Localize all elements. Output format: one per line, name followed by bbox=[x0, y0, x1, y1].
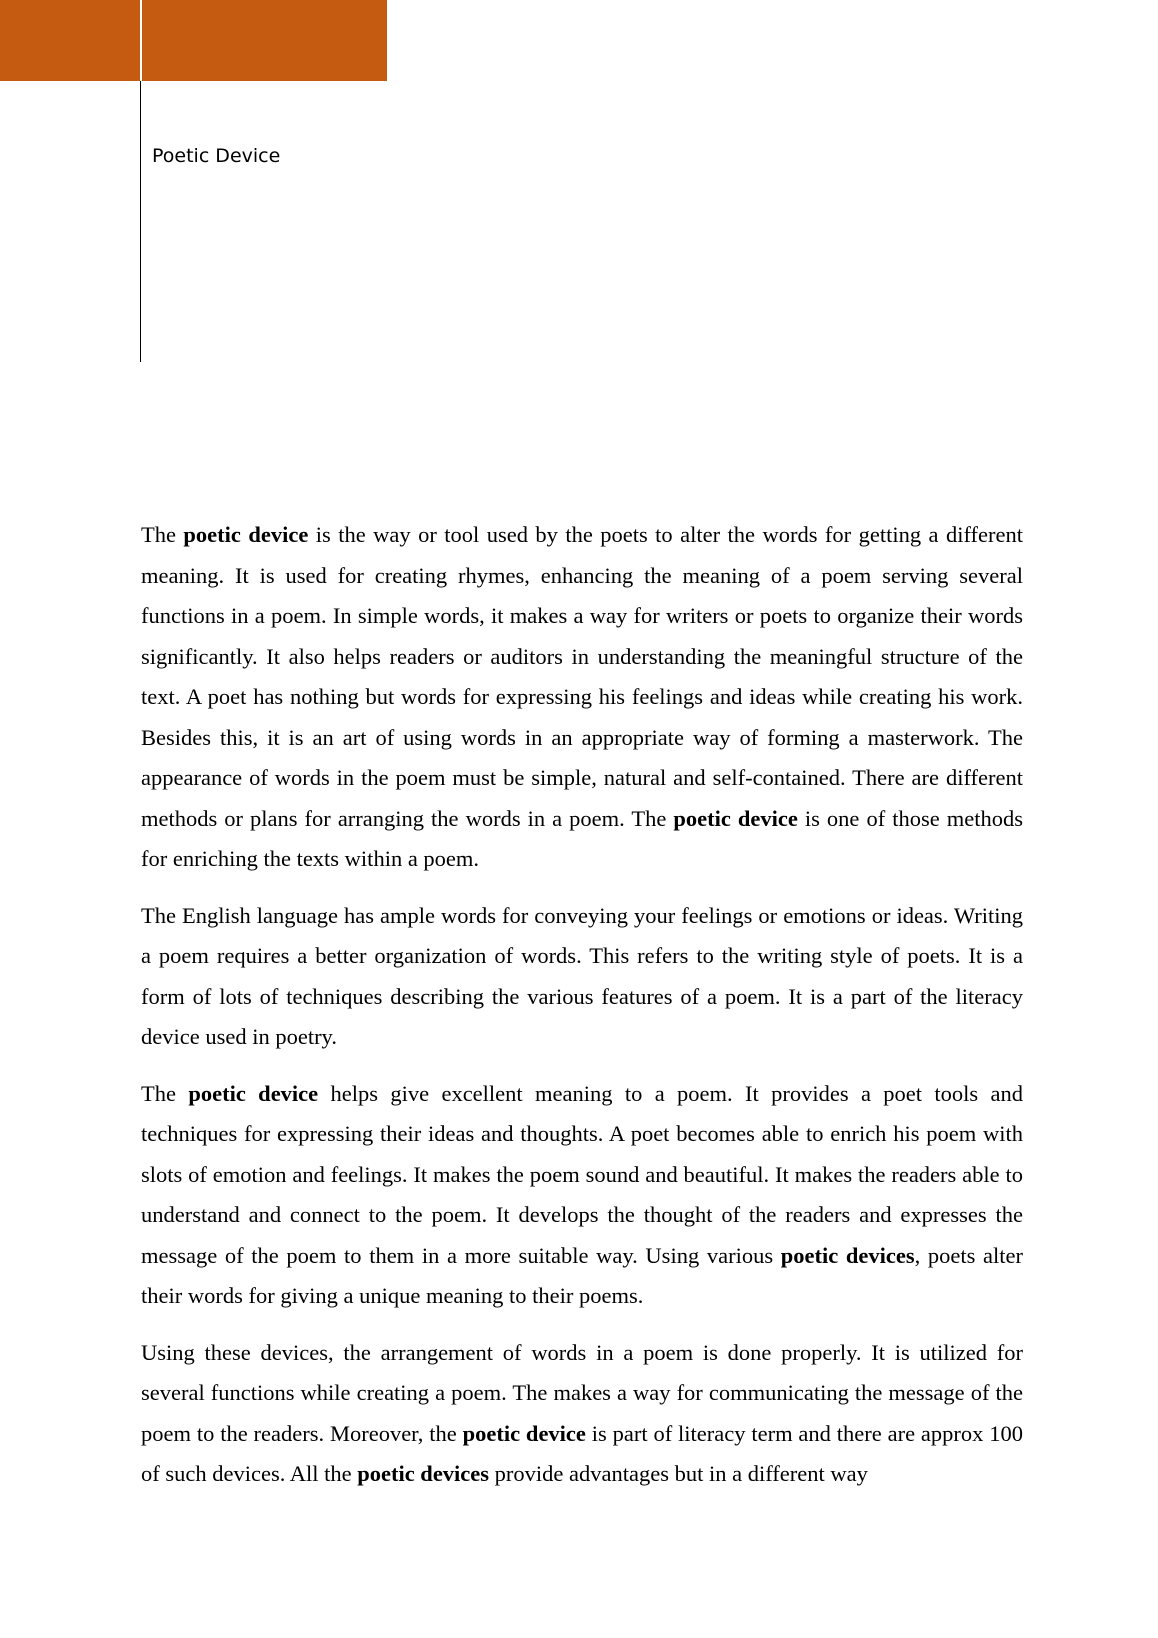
paragraph-text: The bbox=[141, 1080, 189, 1106]
bold-term: poetic device bbox=[183, 522, 309, 547]
paragraph-text: is part of literacy term and there are approx 100 of such devices. All the bbox=[141, 1420, 1023, 1486]
bold-term: poetic devices bbox=[780, 1242, 915, 1268]
paragraph-2 bbox=[141, 896, 1023, 1058]
document-body bbox=[141, 515, 1023, 1511]
paragraph-text: helps give excellent meaning to a poem. It provides a poet tools and techniques for expressing their ideas and thoughts. A poet becomes able to enrich his poem with slots of emotion and feelings. It makes the poem sound and beautiful. It makes the readers able to understand and connect to the poem. It develops the thought of the readers and expresses the message of the poem to them in a more suitable way. Using various bbox=[141, 1080, 1023, 1268]
paragraph-text: The English language has ample words for conveying your feelings or emotions or ideas. Writing a poem requires a better organization of words. This refers to the writing style of poets. It is a form of lots of techniques describing the various features of a poem. It is a part of the literacy device used in poetry. bbox=[141, 902, 1023, 1049]
bold-term: poetic devices bbox=[357, 1461, 490, 1486]
paragraph-text: provide advantages but in a different way bbox=[489, 1461, 868, 1486]
paragraph-text: is one of those methods for enriching the texts within a poem. bbox=[141, 805, 1023, 871]
paragraph-4 bbox=[141, 1333, 1023, 1495]
paragraph-1 bbox=[141, 515, 1023, 880]
header-accent-bar bbox=[0, 0, 387, 81]
header-vertical-rule bbox=[140, 81, 141, 362]
header-accent-divider bbox=[140, 0, 142, 81]
paragraph-3 bbox=[141, 1074, 1023, 1317]
bold-term: poetic device bbox=[673, 805, 798, 831]
bold-term: poetic device bbox=[188, 1080, 319, 1106]
paragraph-text: The bbox=[141, 522, 184, 547]
bold-term: poetic device bbox=[462, 1420, 586, 1446]
paragraph-text: , poets alter their words for giving a unique meaning to their poems. bbox=[141, 1242, 1023, 1308]
paragraph-text: Using these devices, the arrangement of words in a poem is done properly. It is utilized for several functions while creating a poem. The makes a way for communicating the message of the poem to the readers. Moreover, the bbox=[141, 1339, 1023, 1446]
paragraph-text: is the way or tool used by the poets to alter the words for getting a different meaning. It is used for creating rhymes, enhancing the meaning of a poem serving several functions in a poem. In simple words, it makes a way for writers or poets to organize their words significantly. It also helps readers or auditors in understanding the meaningful structure of the text. A poet has nothing but words for expressing his feelings and ideas while creating his work. Besides this, it is an art of using words in an appropriate way of forming a masterwork. The appearance of words in the poem must be simple, natural and self-contained. There are different methods or plans for arranging the words in a poem. The bbox=[141, 522, 1023, 831]
document-header-title: Poetic Device bbox=[152, 145, 281, 167]
